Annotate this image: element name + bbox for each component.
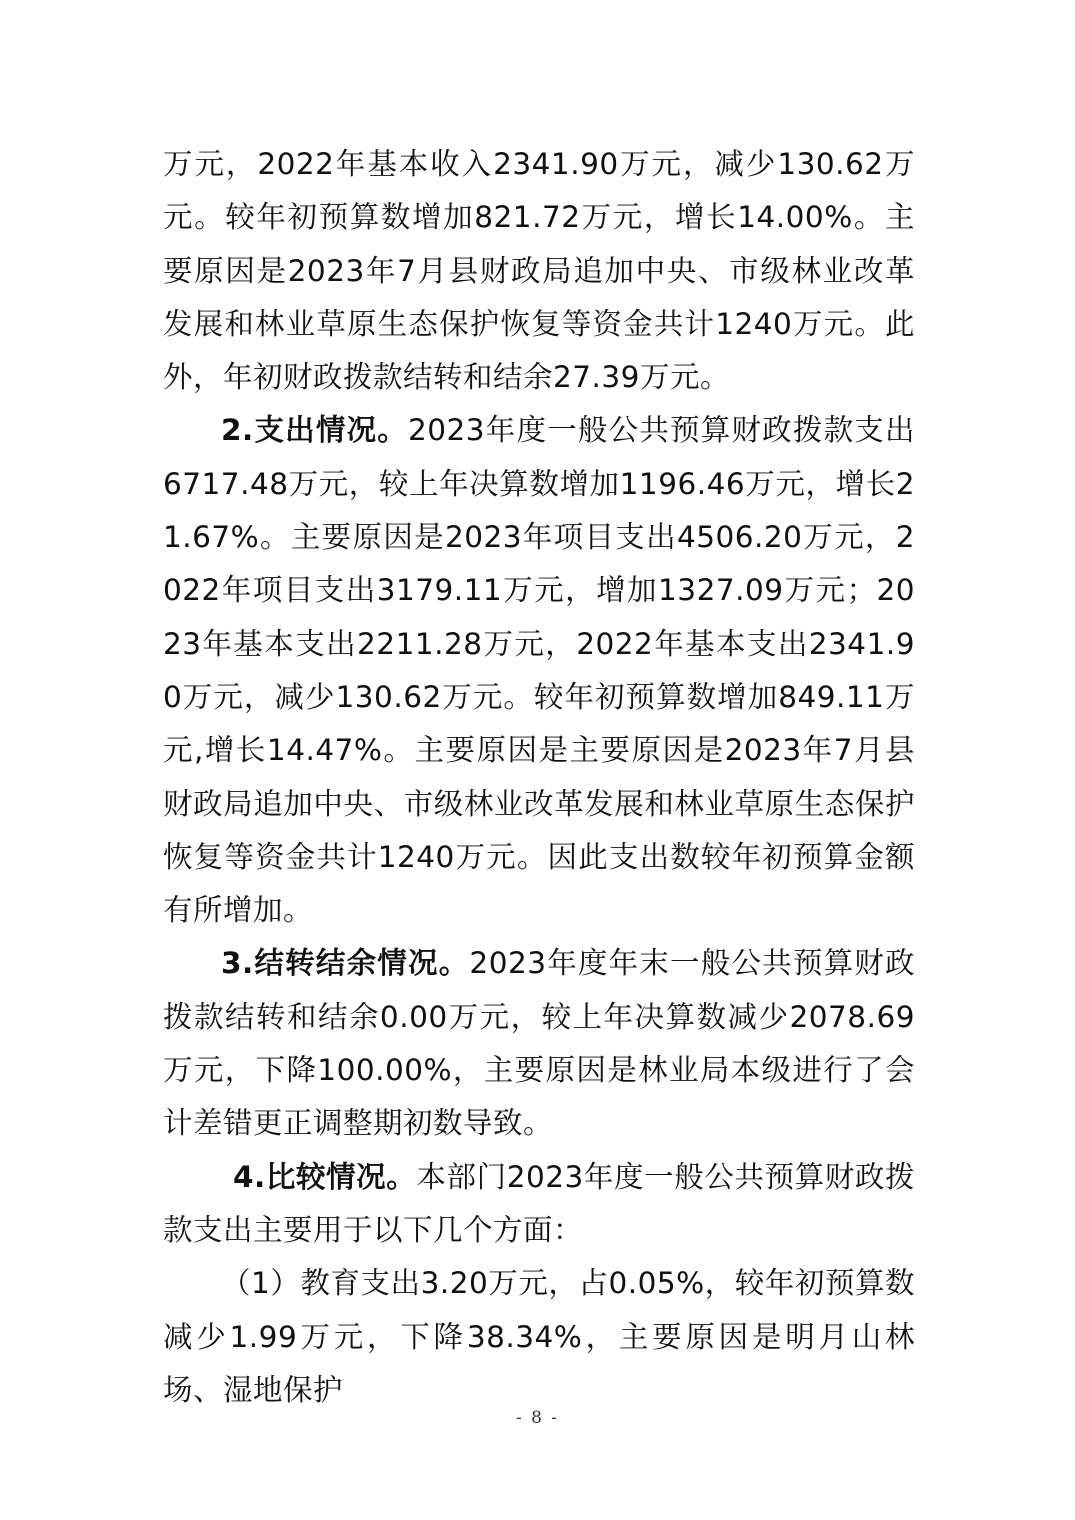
section-heading-carryover: 3.结转结余情况。 xyxy=(221,946,470,981)
paragraph-comparison xyxy=(163,1151,915,1258)
page-number: - 8 - xyxy=(515,1408,560,1428)
paragraph-text: 2023年度年末一般公共预算财政拨款结转和结余0.00万元，较上年决算数减少2078.69万元，下降100.00%，主要原因是林业局本级进行了会计差错更正调整期初数导致。 xyxy=(163,946,916,1141)
paragraph-text: （1）教育支出3.20万元，占0.05%，较年初预算数减少1.99万元，下降38.34%，主要原因是明月山林场、湿地保护 xyxy=(163,1266,915,1407)
paragraph-income-continuation xyxy=(163,138,915,404)
paragraph-education-item xyxy=(163,1257,915,1417)
paragraph-expenditure xyxy=(163,404,915,937)
paragraph-text: 本部门2023年度一般公共预算财政拨款支出主要用于以下几个方面： xyxy=(163,1159,915,1247)
paragraph-text: 2023年度一般公共预算财政拨款支出6717.48万元，较上年决算数增加1196.46万元，增长21.67%。主要原因是2023年项目支出4506.20万元，2022年项目支出3179.11万元，增加1327.09万元；2023年基本支出2211.28万元，2022年基本支出2341.90万元，减少130.62万元。较年初预算数增加849.11万元,增长14.47%。主要原因是主要原因是2023年7月县财政局追加中央、市级林业改革发展和林业草原生态保护恢复等资金共计1240万元。因此支出数较年初预算金额有所增加。 xyxy=(163,413,916,928)
section-heading-expenditure: 2.支出情况。 xyxy=(221,413,408,448)
paragraph-text: 万元，2022年基本收入2341.90万元，减少130.62万元。较年初预算数增加821.72万元，增长14.00%。主要原因是2023年7月县财政局追加中央、市级林业改革发展和林业草原生态保护恢复等资金共计1240万元。此外，年初财政拨款结转和结余27.39万元。 xyxy=(163,147,915,395)
body-text xyxy=(163,138,915,1417)
section-heading-comparison: 4.比较情况。 xyxy=(233,1159,417,1194)
paragraph-carryover xyxy=(163,937,915,1150)
